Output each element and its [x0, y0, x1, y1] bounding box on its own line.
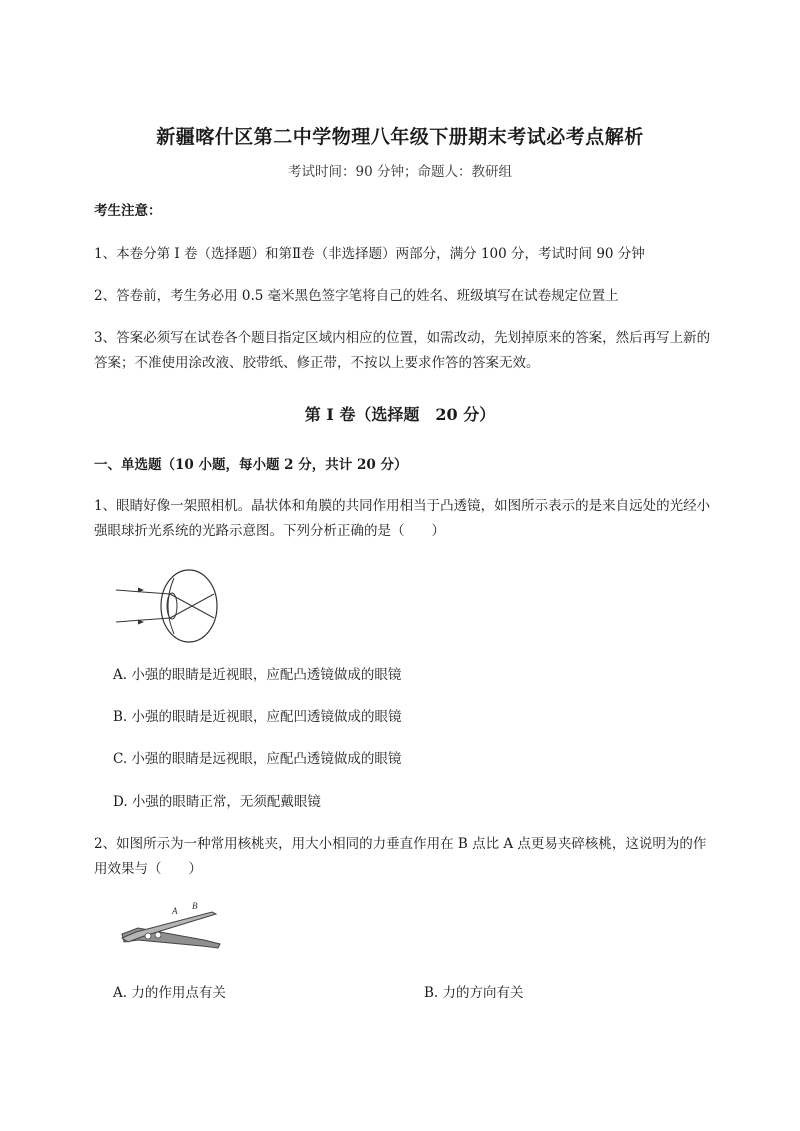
question-1-option-a: A. 小强的眼睛是近视眼，应配凸透镜做成的眼镜: [113, 667, 402, 683]
nutcracker-diagram: [114, 900, 226, 956]
question-1-option-b: B. 小强的眼睛是近视眼，应配凹透镜做成的眼镜: [113, 709, 402, 725]
point-b-label: B: [192, 901, 198, 911]
question-1-option-d: D. 小强的眼睛正常，无须配戴眼镜: [113, 794, 321, 810]
question-1-option-c: C. 小强的眼睛是远视眼，应配凸透镜做成的眼镜: [113, 751, 402, 767]
question-1-stem: 1、眼睛好像一架照相机。晶状体和角膜的共同作用相当于凸透镜，如图所示表示的是来自远处的光经小强眼球折光系统的光路示意图。下列分析正确的是（ ）: [94, 498, 711, 539]
notice-item-1: 1、本卷分第 I 卷（选择题）和第Ⅱ卷（非选择题）两部分，满分 100 分，考试时间 90 分钟: [94, 246, 645, 262]
notice-item-3: 3、答案必须写在试卷各个题目指定区域内相应的位置，如需改动，先划掉原来的答案，然后再写上新的答案；不准使用涂改液、胶带纸、修正带，不按以上要求作答的答案无效。: [94, 330, 711, 371]
exam-info: 考试时间：90 分钟；命题人：教研组: [288, 164, 512, 180]
part-heading: 一、单选题（10 小题，每小题 2 分，共计 20 分）: [94, 457, 408, 473]
notice-item-2: 2、答卷前，考生务必用 0.5 毫米黑色签字笔将自己的姓名、班级填写在试卷规定位置上: [94, 288, 619, 304]
notice-heading: 考生注意：: [94, 203, 162, 219]
point-a-label: A: [172, 906, 178, 916]
eye-diagram: [114, 566, 224, 646]
question-2-option-a: A. 力的作用点有关: [113, 985, 226, 1001]
section-title: 第 I 卷（选择题 20 分）: [304, 405, 496, 424]
page-title: 新疆喀什区第二中学物理八年级下册期末考试必考点解析: [156, 126, 644, 148]
question-2-stem: 2、如图所示为一种常用核桃夹，用大小相同的力垂直作用在 B 点比 A 点更易夹碎核桃，这说明为的作用效果与（ ）: [94, 836, 707, 877]
question-2-option-b: B. 力的方向有关: [424, 985, 524, 1001]
